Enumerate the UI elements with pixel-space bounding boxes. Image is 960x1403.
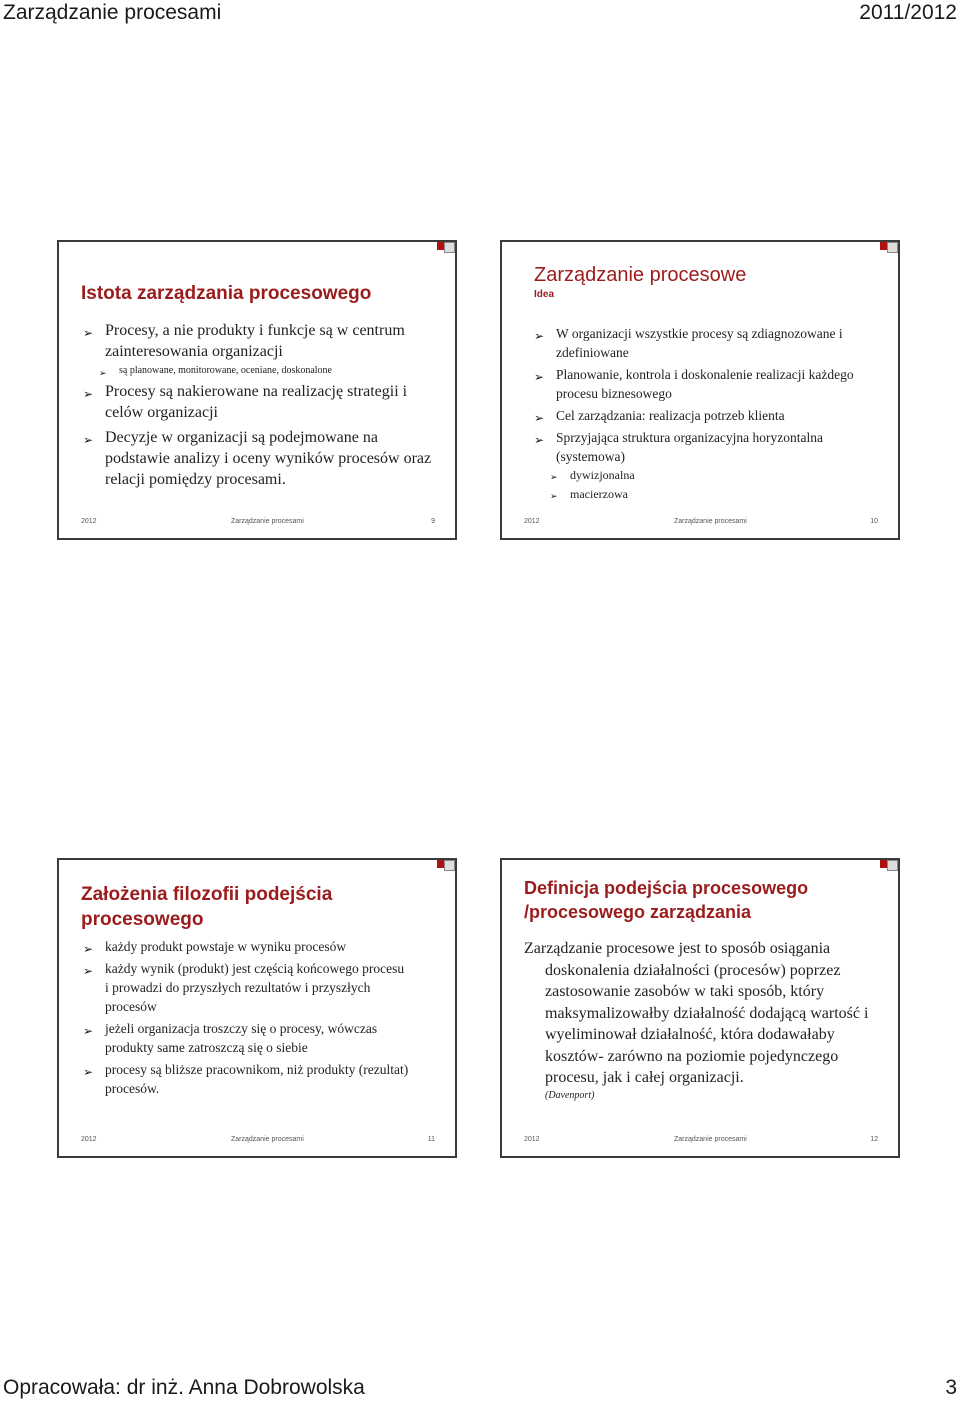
arrow-bullet-icon: ➢ [99,368,107,378]
arrow-bullet-icon: ➢ [534,329,545,343]
list-item: ➢ Procesy, a nie produkty i funkcje są w centrum zainteresowania organizacji [83,322,405,360]
slide-footer: 2012 Zarządzanie procesami 10 [524,518,878,525]
arrow-bullet-icon: ➢ [534,433,545,447]
arrow-bullet-icon: ➢ [83,964,94,978]
slide-10 [500,240,900,540]
slide-subtitle: Idea [534,289,555,300]
list-item: ➢ Cel zarządzania: realizacja potrzeb klienta [532,406,882,425]
definition-text: Zarządzanie procesowe jest to sposób osiągania doskonalenia działalności (procesów) poprzez zastosowanie zasobów w taki sposób, który maksymalizowałby działalność dodającą wartość i wyeliminował działalność, która dodawałaby kosztów- zarówno na poziomie pojedynczego procesu, jak i całej organizacji. (Davenport) [524,938,890,1102]
list-item: ➢ Procesy są nakierowane na realizację strategii i celów organizacji [83,383,408,421]
list-item: ➢ Decyzje w organizacji są podejmowane na podstawie analizy i oceny wyników procesów oraz relacji pomiędzy procesami. [83,429,432,488]
bullet-list [81,320,441,490]
page-header [0,1,960,25]
page-number: 3 [945,1376,957,1399]
arrow-bullet-icon: ➢ [83,387,94,401]
header-year: 2011/2012 [859,1,957,24]
slide-title: Istota zarządzania procesowego [81,283,372,304]
list-item: ➢ dywizjonalna [532,466,882,485]
list-item: ➢ Planowanie, kontrola i doskonalenie realizacji każdego procesu biznesowego [534,367,854,401]
bullet-list [81,937,411,1098]
slide-9 [57,240,457,540]
list-item: ➢ procesy są bliższe pracownikom, niż produkty (rezultat) procesów. [83,1062,409,1096]
slide-corner-decoration [445,860,455,870]
arrow-bullet-icon: ➢ [83,326,94,340]
list-item: ➢ jeżeli organizacja troszczy się o procesy, wówczas produkty same zatroszczą się o siebie [83,1021,378,1055]
arrow-bullet-icon: ➢ [83,942,94,956]
list-item: ➢ W organizacji wszystkie procesy są zdiagnozowane i zdefiniowane [534,326,843,360]
slide-footer: 2012 Zarządzanie procesami 11 [81,1136,435,1143]
author-name: Opracowała: dr inż. Anna Dobrowolska [3,1376,365,1399]
slide-corner-decoration [445,242,455,252]
page-footer [0,1376,960,1400]
slide-12 [500,858,900,1158]
arrow-bullet-icon: ➢ [83,1024,94,1038]
list-item: ➢ każdy produkt powstaje w wyniku procesów [81,937,411,956]
arrow-bullet-icon: ➢ [83,433,94,447]
slide-title: Zarządzanie procesowe [534,264,747,286]
list-item: ➢ Sprzyjająca struktura organizacyjna horyzontalna (systemowa) [534,430,824,464]
slide-11 [57,858,457,1158]
bullet-list [532,324,882,504]
slide-corner-decoration [888,860,898,870]
list-item: ➢ macierzowa [532,485,882,504]
slide-title: Definicja podejścia procesowego /procesowego zarządzania [524,878,809,922]
list-item: ➢ są planowane, monitorowane, oceniane, doskonalone [99,365,332,378]
arrow-bullet-icon: ➢ [550,491,558,501]
list-item: ➢ każdy wynik (produkt) jest częścią końcowego procesu i prowadzi do przyszłych rezultatów i przyszłych procesów [83,961,405,1014]
slide-footer: 2012 Zarządzanie procesami 12 [524,1136,878,1143]
arrow-bullet-icon: ➢ [534,411,545,425]
slide-title: Założenia filozofii podejścia procesowego [81,884,333,930]
slide-corner-decoration [888,242,898,252]
header-title: Zarządzanie procesami [3,1,222,24]
arrow-bullet-icon: ➢ [534,370,545,384]
arrow-bullet-icon: ➢ [550,472,558,482]
arrow-bullet-icon: ➢ [83,1065,94,1079]
citation: (Davenport) [545,1089,595,1101]
slide-footer: 2012 Zarządzanie procesami 9 [81,518,435,525]
